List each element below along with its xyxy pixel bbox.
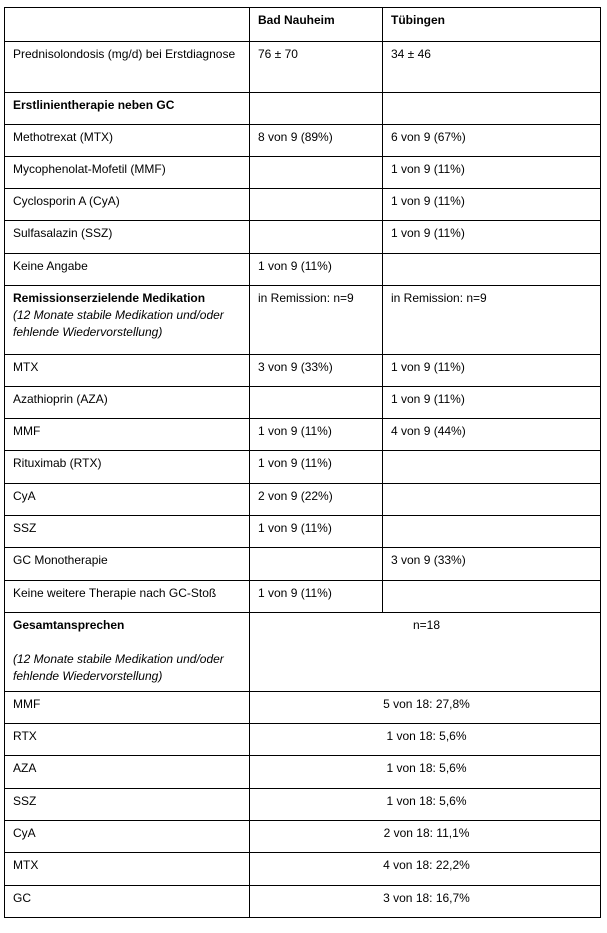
cell-tuebingen: in Remission: n=9 (383, 286, 601, 355)
table-row (5, 886, 601, 918)
table-row (5, 355, 601, 387)
cell-bad-nauheim (250, 157, 383, 189)
header-row (5, 8, 601, 42)
empty-cell (250, 93, 383, 125)
cell-bad-nauheim: 8 von 9 (89%) (250, 125, 383, 157)
row-label: SSZ (5, 516, 250, 548)
cell-bad-nauheim: 1 von 9 (11%) (250, 581, 383, 613)
cell-bad-nauheim (250, 221, 383, 254)
row-label: Prednisolondosis (mg/d) bei Erstdiagnose (5, 42, 250, 93)
table-row (5, 42, 601, 93)
row-label: Rituximab (RTX) (5, 451, 250, 484)
cell-tuebingen: 3 von 9 (33%) (383, 548, 601, 581)
cell-bad-nauheim: 1 von 9 (11%) (250, 419, 383, 451)
spacer (13, 634, 244, 651)
table-row (5, 756, 601, 789)
row-label: GC (5, 886, 250, 918)
cell-bad-nauheim: 1 von 9 (11%) (250, 451, 383, 484)
row-label: Azathioprin (AZA) (5, 387, 250, 419)
table-row (5, 157, 601, 189)
table-row (5, 451, 601, 484)
row-label: CyA (5, 821, 250, 853)
section-row (5, 613, 601, 692)
merged-cell: 1 von 18: 5,6% (250, 789, 601, 821)
cell-tuebingen: 1 von 9 (11%) (383, 221, 601, 254)
section-note: (12 Monate stabile Medikation und/oder fehlende Wiedervorstellung) (13, 308, 224, 339)
cell-tuebingen: 4 von 9 (44%) (383, 419, 601, 451)
table-row (5, 516, 601, 548)
merged-cell: 5 von 18: 27,8% (250, 692, 601, 724)
cell-bad-nauheim: 1 von 9 (11%) (250, 254, 383, 286)
empty-cell (383, 93, 601, 125)
row-label: MMF (5, 692, 250, 724)
therapy-table (4, 7, 601, 918)
table-row (5, 853, 601, 886)
cell-tuebingen: 1 von 9 (11%) (383, 387, 601, 419)
row-label: RTX (5, 724, 250, 756)
cell-tuebingen (383, 581, 601, 613)
row-label: GC Monotherapie (5, 548, 250, 581)
cell-tuebingen: 6 von 9 (67%) (383, 125, 601, 157)
row-label: MTX (5, 355, 250, 387)
section-row (5, 93, 601, 125)
row-label: MMF (5, 419, 250, 451)
merged-cell: n=18 (250, 613, 601, 692)
row-label: AZA (5, 756, 250, 789)
cell-bad-nauheim (250, 548, 383, 581)
merged-cell: 4 von 18: 22,2% (250, 853, 601, 886)
cell-bad-nauheim: 76 ± 70 (250, 42, 383, 93)
section-row (5, 286, 601, 355)
merged-cell: 2 von 18: 11,1% (250, 821, 601, 853)
table-row (5, 548, 601, 581)
cell-tuebingen (383, 254, 601, 286)
section-note: (12 Monate stabile Medikation und/oder fehlende Wiedervorstellung) (13, 652, 224, 683)
merged-cell: 1 von 18: 5,6% (250, 756, 601, 789)
row-label: Methotrexat (MTX) (5, 125, 250, 157)
row-label: Mycophenolat-Mofetil (MMF) (5, 157, 250, 189)
table-row (5, 724, 601, 756)
table-row (5, 221, 601, 254)
row-label: Keine weitere Therapie nach GC-Stoß (5, 581, 250, 613)
cell-tuebingen (383, 484, 601, 516)
header-cell: Bad Nauheim (250, 8, 383, 42)
row-label: CyA (5, 484, 250, 516)
cell-tuebingen (383, 516, 601, 548)
cell-tuebingen (383, 451, 601, 484)
cell-tuebingen: 1 von 9 (11%) (383, 157, 601, 189)
section-cell (5, 286, 250, 355)
table-row (5, 387, 601, 419)
table-row (5, 419, 601, 451)
row-label: SSZ (5, 789, 250, 821)
header-cell: Tübingen (383, 8, 601, 42)
header-cell (5, 8, 250, 42)
row-label: Cyclosporin A (CyA) (5, 189, 250, 221)
row-label: MTX (5, 853, 250, 886)
cell-bad-nauheim: in Remission: n=9 (250, 286, 383, 355)
row-label: Keine Angabe (5, 254, 250, 286)
cell-tuebingen: 34 ± 46 (383, 42, 601, 93)
section-title: Gesamtansprechen (13, 618, 125, 632)
section-title: Erstlinientherapie neben GC (5, 93, 250, 125)
cell-bad-nauheim (250, 189, 383, 221)
table-row (5, 125, 601, 157)
cell-bad-nauheim (250, 387, 383, 419)
cell-tuebingen: 1 von 9 (11%) (383, 189, 601, 221)
cell-tuebingen: 1 von 9 (11%) (383, 355, 601, 387)
table-row (5, 789, 601, 821)
cell-bad-nauheim: 1 von 9 (11%) (250, 516, 383, 548)
table-row (5, 821, 601, 853)
section-title: Remissionserzielende Medikation (13, 291, 206, 305)
table-row (5, 692, 601, 724)
row-label: Sulfasalazin (SSZ) (5, 221, 250, 254)
cell-bad-nauheim: 2 von 9 (22%) (250, 484, 383, 516)
merged-cell: 1 von 18: 5,6% (250, 724, 601, 756)
table-row (5, 484, 601, 516)
table-row (5, 581, 601, 613)
table-row (5, 189, 601, 221)
cell-bad-nauheim: 3 von 9 (33%) (250, 355, 383, 387)
merged-cell: 3 von 18: 16,7% (250, 886, 601, 918)
section-cell (5, 613, 250, 692)
table-row (5, 254, 601, 286)
